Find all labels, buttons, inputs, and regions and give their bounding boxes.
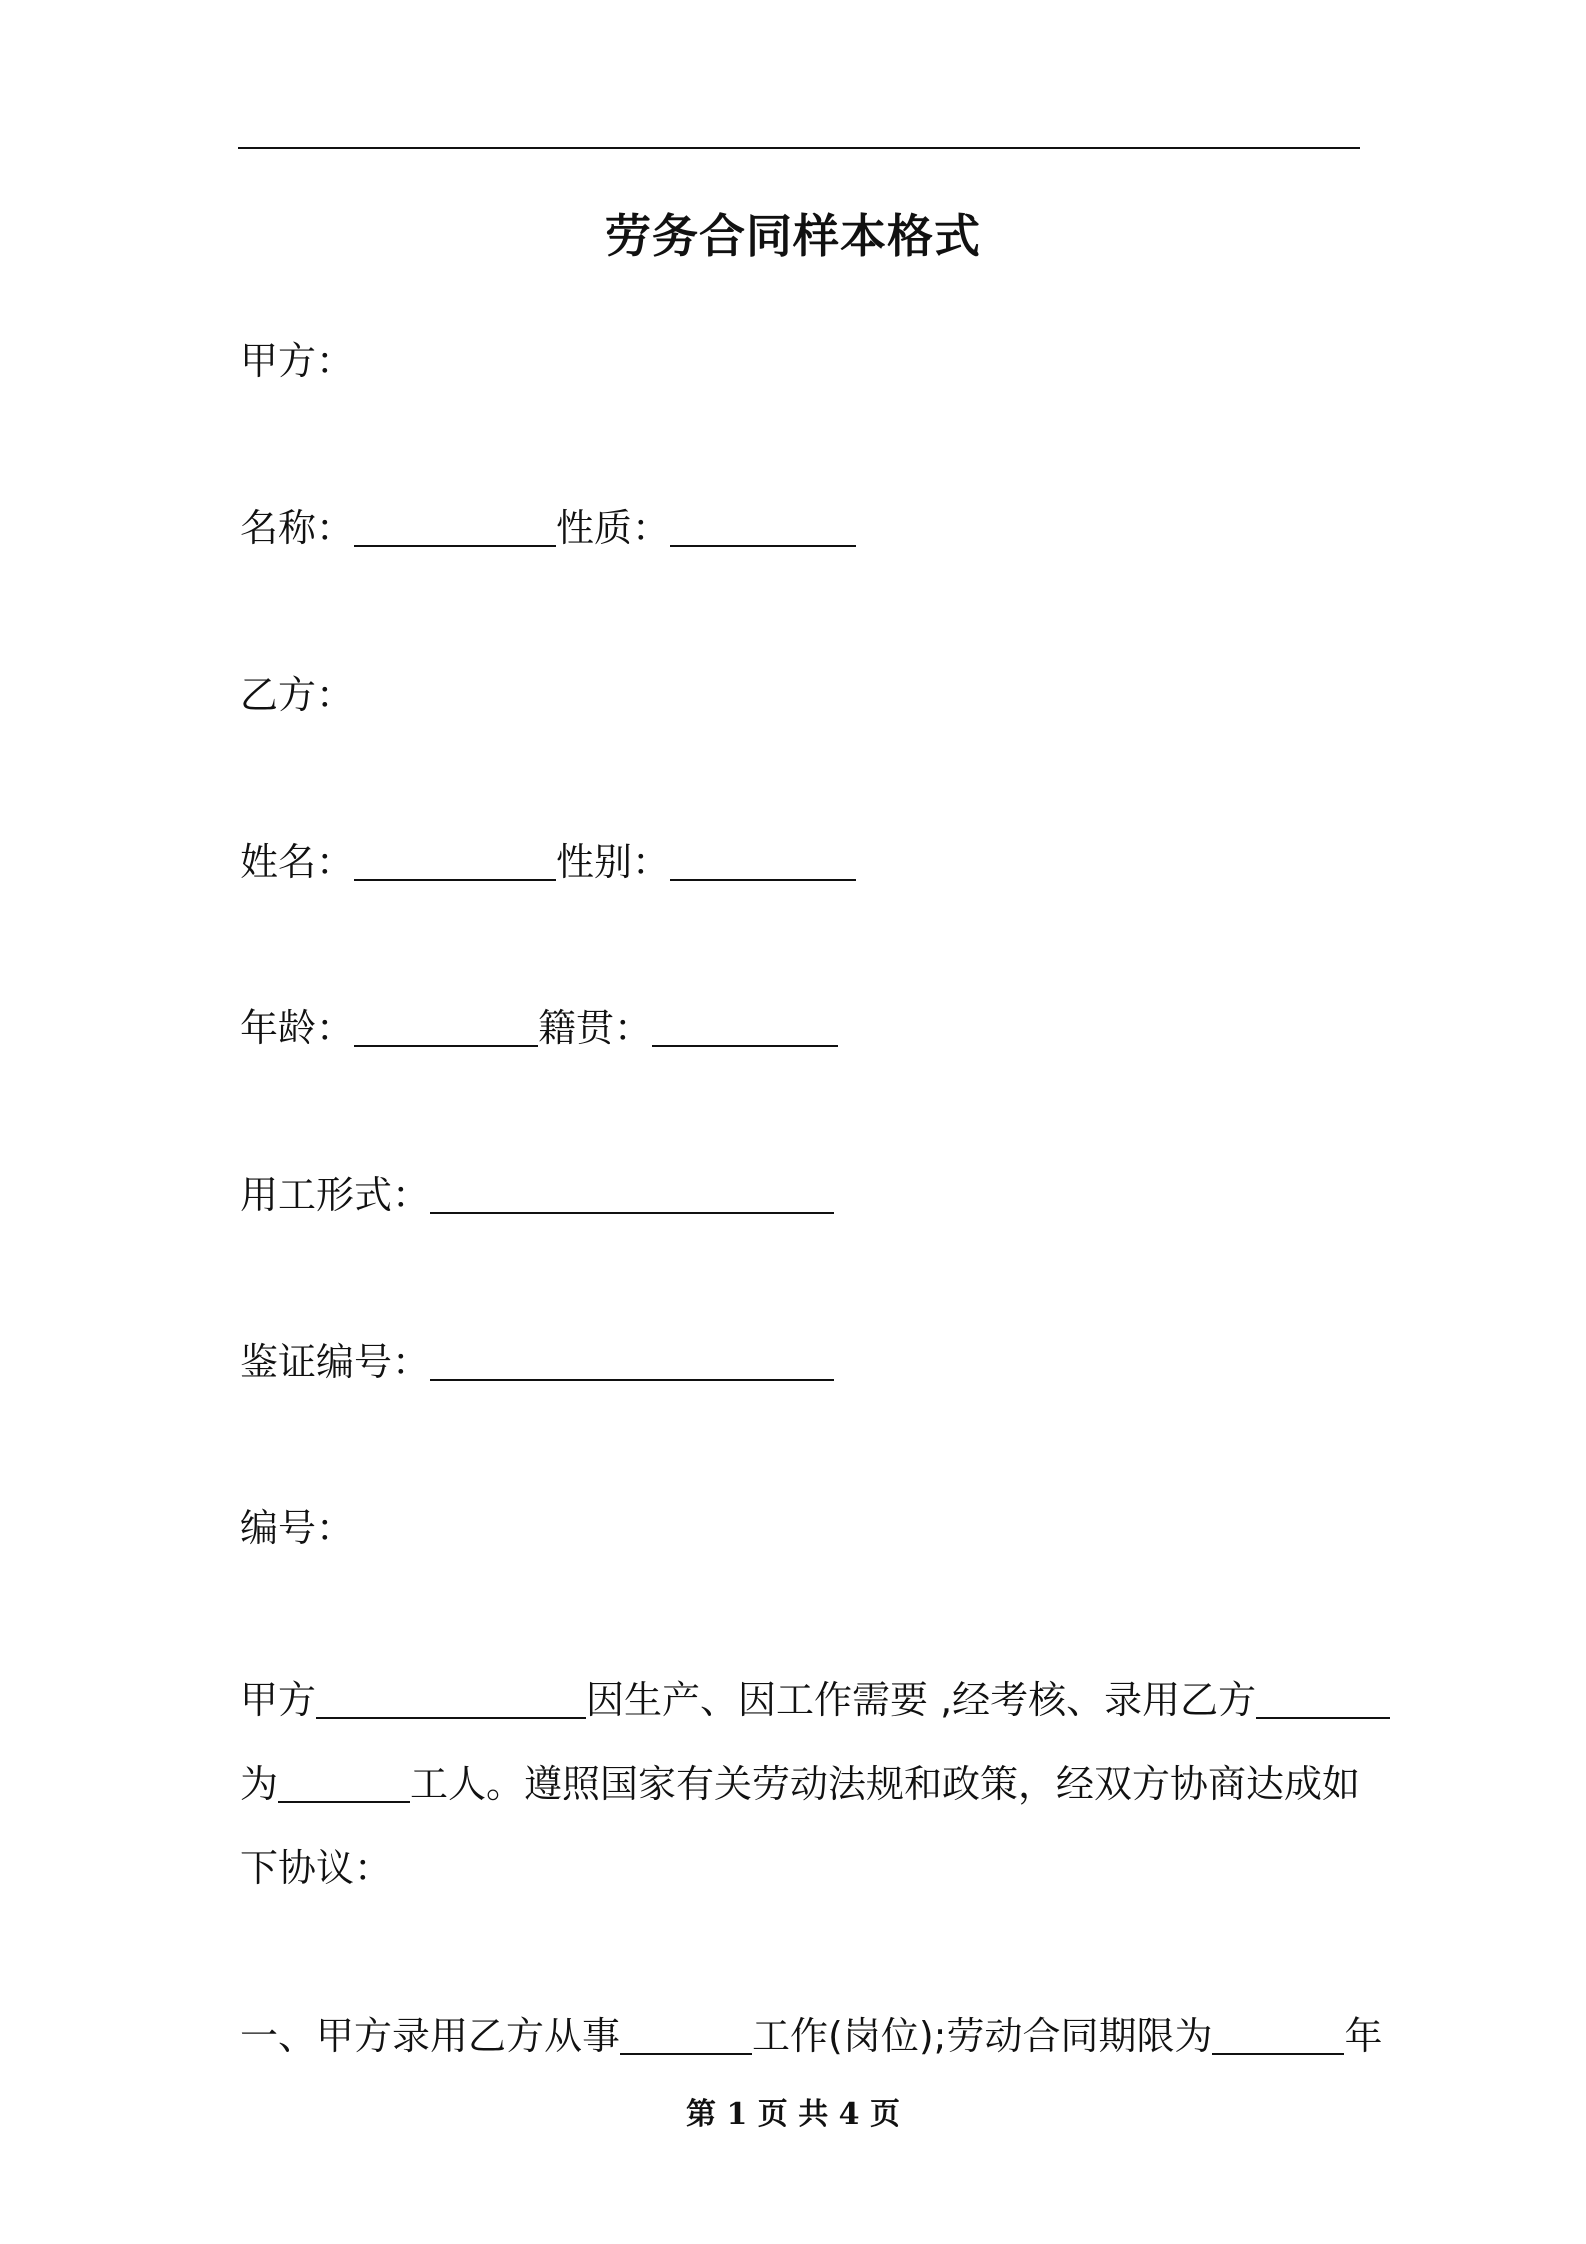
- page-footer: 第 1 页 共 4 页: [686, 2097, 900, 2132]
- clause-1-seg1: 一、甲方录用乙方从事: [240, 2014, 621, 2058]
- document-title: 劳务合同样本格式: [605, 209, 981, 263]
- age-blank: [354, 1005, 538, 1047]
- nature-label: 性质：: [556, 506, 671, 550]
- party-b-name-row: [240, 834, 856, 890]
- intro-seg3: 为: [240, 1762, 279, 1806]
- header-rule: [238, 147, 1360, 149]
- intro-seg5: 下协议：: [240, 1846, 393, 1890]
- gender-blank: [670, 839, 856, 881]
- origin-blank: [652, 1005, 838, 1047]
- intro-line-1: [240, 1658, 1364, 1742]
- party-a-label: 甲方：: [240, 339, 355, 383]
- intro-line-2: [240, 1742, 1364, 1826]
- intro-line-3: [240, 1826, 1364, 1910]
- intro-line-1-text: [240, 1658, 1390, 1742]
- employer-blank: [316, 1677, 586, 1719]
- clause-1-paragraph: [240, 1994, 1383, 2078]
- age-label: 年龄：: [240, 1006, 355, 1050]
- party-a-heading: [240, 333, 354, 389]
- intro-seg1: 甲方: [240, 1678, 317, 1722]
- gender-label: 性别：: [556, 840, 671, 884]
- clause-1-line-1-left: [240, 1994, 1344, 2078]
- intro-seg2: 因生产、因工作需要 ,经考核、录用乙方: [586, 1678, 1257, 1722]
- verification-no-blank: [430, 1339, 834, 1381]
- employee-blank: [1256, 1677, 1390, 1719]
- employment-form-blank: [430, 1172, 834, 1214]
- employment-form-label: 用工形式：: [240, 1173, 431, 1217]
- nature-blank: [670, 505, 856, 547]
- party-b-label: 乙方：: [240, 673, 355, 717]
- number-row: [240, 1500, 354, 1556]
- job-blank: [620, 2013, 752, 2055]
- clause-1-line-1: [240, 1994, 1383, 2078]
- employment-form-row: [240, 1167, 834, 1223]
- party-a-name-row: [240, 500, 856, 556]
- party-b-age-row: [240, 1000, 838, 1056]
- origin-label: 籍贯：: [538, 1006, 653, 1050]
- intro-seg4: 工人。遵照国家有关劳动法规和政策，经双方协商达成如: [410, 1762, 1361, 1806]
- clause-1-seg2: 工作(岗位);劳动合同期限为: [752, 2014, 1213, 2058]
- term-years-blank: [1212, 2013, 1344, 2055]
- party-b-heading: [240, 667, 354, 723]
- name-blank: [354, 505, 556, 547]
- person-name-label: 姓名：: [240, 840, 355, 884]
- intro-paragraph: [240, 1658, 1364, 1910]
- clause-1-seg3: 年: [1344, 2014, 1383, 2058]
- verification-no-row: [240, 1334, 834, 1390]
- verification-no-label: 鉴证编号：: [240, 1340, 431, 1384]
- name-label: 名称：: [240, 506, 355, 550]
- number-label: 编号：: [240, 1506, 355, 1550]
- person-name-blank: [354, 839, 556, 881]
- worker-type-blank: [278, 1761, 410, 1803]
